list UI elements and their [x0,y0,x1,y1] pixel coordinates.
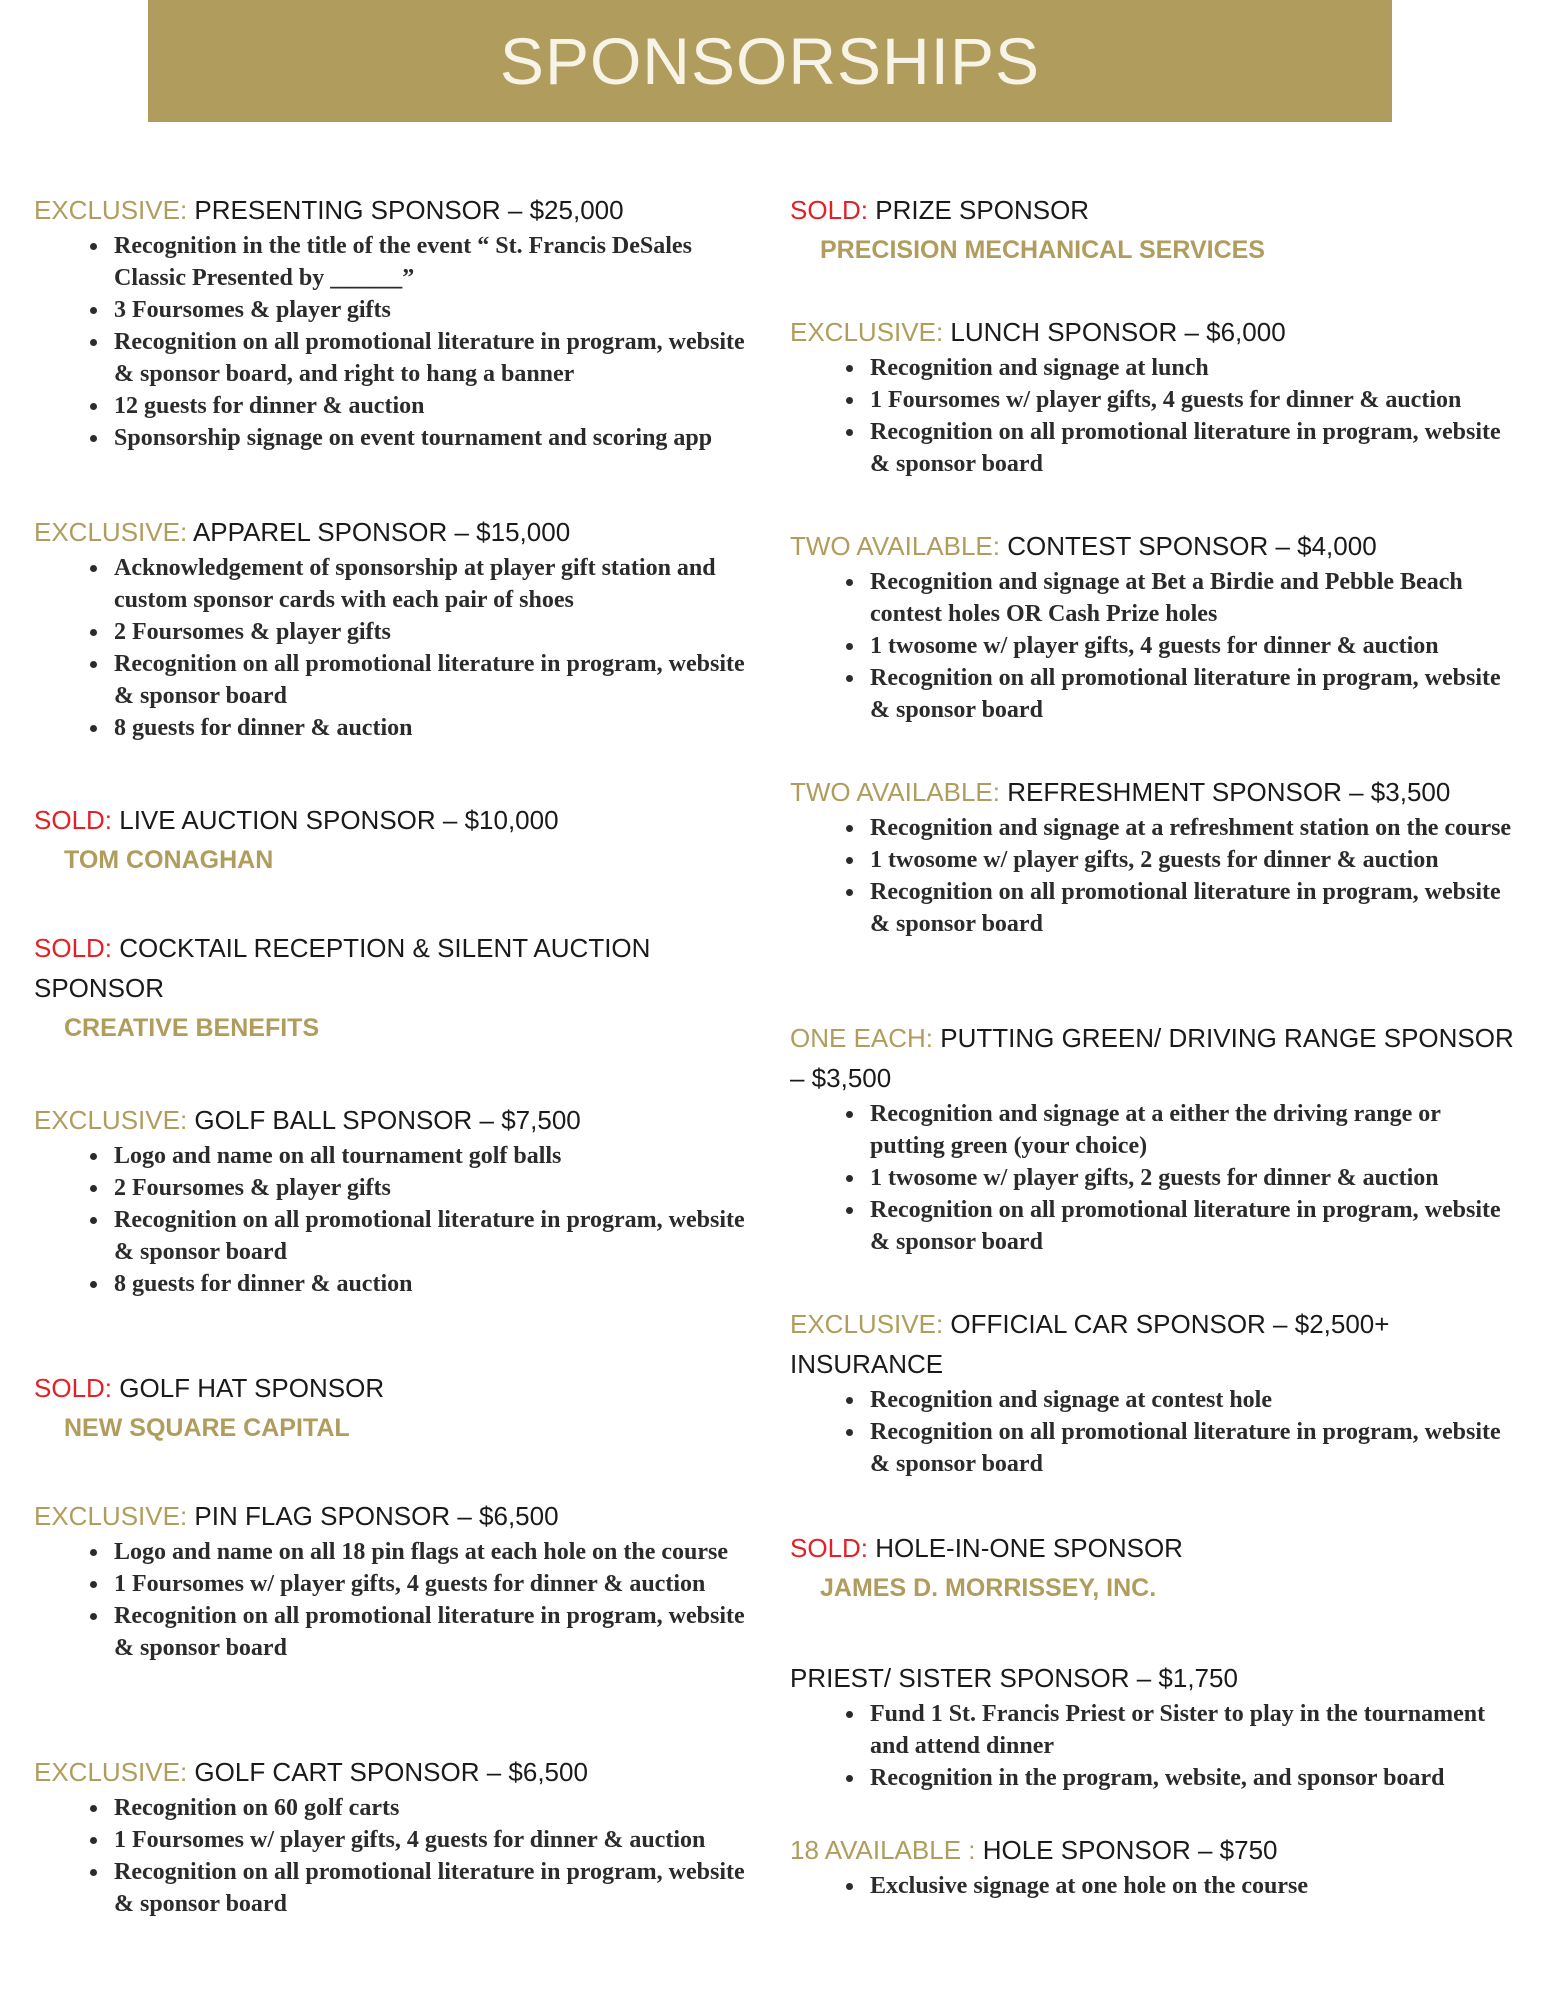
sponsorship-title: HOLE-IN-ONE SPONSOR [875,1533,1183,1563]
benefit-item: • 1 twosome w/ player gifts, 4 guests for dinner & auction [866,630,1520,662]
sponsor-name: TOM CONAGHAN [64,846,274,874]
sponsor-name: JAMES D. MORRISSEY, INC. [820,1574,1157,1602]
benefit-list [790,1098,1520,1258]
sponsorship-heading [790,1830,1520,1870]
sponsorship-heading [790,190,1520,230]
availability-label: EXCLUSIVE: [34,195,195,225]
sponsorship-title: PRESENTING SPONSOR – $25,000 [194,195,624,225]
title-banner [148,0,1392,122]
sponsorship-block [790,526,1520,726]
benefit-item: • Recognition and signage at contest hole [866,1384,1520,1416]
sponsorship-title: GOLF HAT SPONSOR [119,1373,385,1403]
benefit-item: • 2 Foursomes & player gifts [110,1172,764,1204]
benefit-item: • Recognition on all promotional literature in program, website & sponsor board [866,1194,1520,1258]
availability-label: SOLD: [34,805,120,835]
benefit-item: • 1 Foursomes w/ player gifts, 4 guests for dinner & auction [866,384,1520,416]
benefit-list [34,1536,764,1664]
sponsorship-title: OFFICIAL CAR SPONSOR – $2,500+ INSURANCE [790,1309,1390,1379]
sponsor-name: CREATIVE BENEFITS [64,1014,320,1042]
availability-label: SOLD: [790,195,876,225]
benefit-item: • Recognition on all promotional literature in program, website & sponsor board [866,662,1520,726]
sponsorship-title: LUNCH SPONSOR – $6,000 [950,317,1286,347]
availability-label: EXCLUSIVE: [790,317,951,347]
benefit-item: • Logo and name on all 18 pin flags at each hole on the course [110,1536,764,1568]
benefit-item: • Recognition on all promotional literature in program, website & sponsor board [110,1856,764,1920]
benefit-list [790,812,1520,940]
benefit-item: • Fund 1 St. Francis Priest or Sister to play in the tournament and attend dinner [866,1698,1520,1762]
sponsorship-heading [34,1100,764,1140]
availability-label: EXCLUSIVE: [34,1757,195,1787]
sponsorship-block [790,1658,1520,1794]
benefit-item: • Recognition on all promotional literature in program, website & sponsor board [110,648,764,712]
sponsorship-heading [34,1368,764,1408]
sponsor-name: NEW SQUARE CAPITAL [64,1414,350,1442]
benefit-item: • Sponsorship signage on event tournament and scoring app [110,422,764,454]
benefit-item: • 8 guests for dinner & auction [110,712,764,744]
benefit-list [790,352,1520,480]
sponsorship-block [34,512,764,744]
benefit-item: • Acknowledgement of sponsorship at player gift station and custom sponsor cards with each pair of shoes [110,552,764,616]
benefit-list [790,1384,1520,1480]
sponsorship-heading [790,1304,1520,1384]
sponsorship-block [790,1304,1520,1480]
availability-label: TWO AVAILABLE: [790,777,1008,807]
sponsorship-heading [34,512,764,552]
benefit-item: • Recognition on all promotional literature in program, website & sponsor board [110,1600,764,1664]
sponsorship-heading [790,312,1520,352]
sponsorship-heading [790,526,1520,566]
sponsorship-heading [790,1018,1520,1098]
benefit-item: • 1 Foursomes w/ player gifts, 4 guests for dinner & auction [110,1824,764,1856]
sponsorship-block [34,1368,764,1444]
benefit-item: • Recognition on all promotional literature in program, website & sponsor board [866,876,1520,940]
sponsorship-block [790,190,1520,266]
benefit-item: • 12 guests for dinner & auction [110,390,764,422]
sponsorship-title: PRIZE SPONSOR [875,195,1090,225]
sponsorship-block [34,1100,764,1300]
benefit-item: • Recognition and signage at a refreshment station on the course [866,812,1520,844]
sponsorship-title: PUTTING GREEN/ DRIVING RANGE SPONSOR – $3,500 [790,1023,1514,1093]
benefit-item: • Recognition on all promotional literature in program, website & sponsor board [110,1204,764,1268]
availability-label: TWO AVAILABLE: [790,531,1008,561]
benefit-item: • Recognition on all promotional literature in program, website & sponsor board, and right to hang a banner [110,326,764,390]
sponsorship-title: GOLF BALL SPONSOR – $7,500 [194,1105,581,1135]
sponsorship-title: PRIEST/ SISTER SPONSOR – $1,750 [790,1663,1238,1693]
sponsorship-title: PIN FLAG SPONSOR – $6,500 [194,1501,559,1531]
sponsorship-block [790,1830,1520,1902]
sponsorship-heading [34,928,764,1008]
sponsorship-title: APPAREL SPONSOR – $15,000 [192,517,571,547]
sponsorship-heading [34,800,764,840]
benefit-item: • 1 twosome w/ player gifts, 2 guests for dinner & auction [866,1162,1520,1194]
benefit-item: • Recognition and signage at a either the driving range or putting green (your choice) [866,1098,1520,1162]
benefit-list [34,1792,764,1920]
benefit-item: • Recognition and signage at lunch [866,352,1520,384]
page-title: SPONSORSHIPS [499,24,1041,98]
benefit-list [790,1698,1520,1794]
sponsorship-block [790,312,1520,480]
benefit-item: • 2 Foursomes & player gifts [110,616,764,648]
sponsorship-heading [34,1752,764,1792]
benefit-item: • 8 guests for dinner & auction [110,1268,764,1300]
availability-label: SOLD: [34,933,120,963]
sponsorship-block [34,800,764,876]
sponsorship-heading [790,1658,1520,1698]
benefit-item: • Recognition on 60 golf carts [110,1792,764,1824]
benefit-item: • Recognition in the title of the event “ St. Francis DeSales Classic Presented by ______” [110,230,764,294]
sponsorship-title: CONTEST SPONSOR – $4,000 [1007,531,1377,561]
benefit-list [34,552,764,744]
sponsorship-block [34,190,764,454]
benefit-list [34,1140,764,1300]
sponsorship-title: HOLE SPONSOR – $750 [982,1835,1278,1865]
availability-label: EXCLUSIVE: [34,517,193,547]
sponsorship-title: REFRESHMENT SPONSOR – $3,500 [1007,777,1451,807]
benefit-item: • Logo and name on all tournament golf balls [110,1140,764,1172]
sponsorship-block [34,928,764,1044]
benefit-item: • 3 Foursomes & player gifts [110,294,764,326]
availability-label: EXCLUSIVE: [790,1309,951,1339]
availability-label: SOLD: [34,1373,120,1403]
sponsorship-block [790,772,1520,940]
availability-label: EXCLUSIVE: [34,1501,195,1531]
sponsorship-block [34,1752,764,1920]
benefit-item: • Recognition on all promotional literature in program, website & sponsor board [866,1416,1520,1480]
benefit-item: • Recognition on all promotional literature in program, website & sponsor board [866,416,1520,480]
sponsorship-title: GOLF CART SPONSOR – $6,500 [194,1757,588,1787]
sponsorship-block [790,1018,1520,1258]
benefit-item: • Recognition in the program, website, and sponsor board [866,1762,1520,1794]
sponsorship-heading [790,772,1520,812]
availability-label: ONE EACH: [790,1023,941,1053]
benefit-item: • Recognition and signage at Bet a Birdie and Pebble Beach contest holes OR Cash Prize holes [866,566,1520,630]
sponsorship-block [34,1496,764,1664]
sponsor-name: PRECISION MECHANICAL SERVICES [820,236,1265,264]
sponsorship-heading [34,190,764,230]
benefit-list [790,566,1520,726]
sponsorship-heading [790,1528,1520,1568]
benefit-item: • 1 Foursomes w/ player gifts, 4 guests for dinner & auction [110,1568,764,1600]
sponsorship-title: LIVE AUCTION SPONSOR – $10,000 [119,805,559,835]
sponsorship-block [790,1528,1520,1604]
sponsorship-title: COCKTAIL RECEPTION & SILENT AUCTION SPONSOR [34,933,651,1003]
availability-label: SOLD: [790,1533,876,1563]
benefit-item: • Exclusive signage at one hole on the course [866,1870,1520,1902]
sponsorship-heading [34,1496,764,1536]
availability-label: EXCLUSIVE: [34,1105,195,1135]
availability-label: 18 AVAILABLE : [790,1835,983,1865]
benefit-list [34,230,764,454]
benefit-item: • 1 twosome w/ player gifts, 2 guests for dinner & auction [866,844,1520,876]
benefit-list [790,1870,1520,1902]
